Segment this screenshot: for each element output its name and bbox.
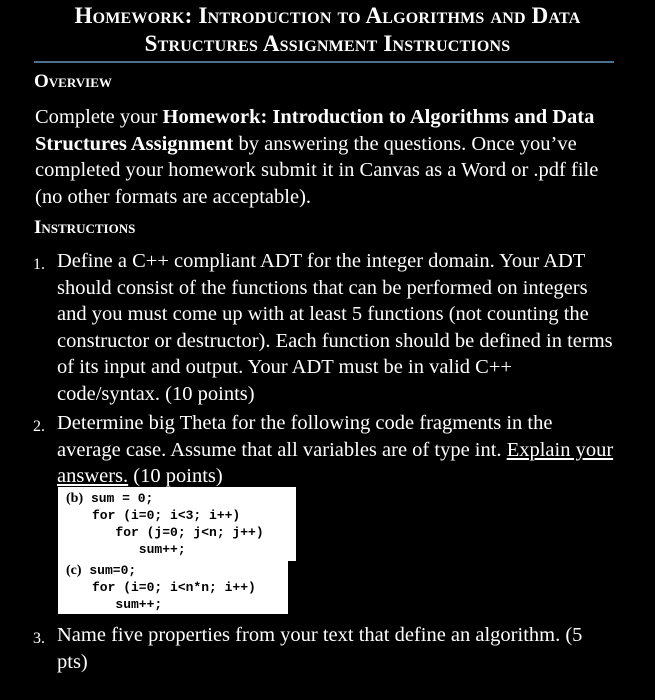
instructions-heading: Instructions (34, 217, 136, 238)
code-line: sum = 0; (90, 491, 154, 506)
code-line: sum++; (92, 597, 163, 612)
item-text: Name five properties from your text that define an algorithm. (5 pts) (57, 624, 583, 673)
title-line-1: Homework: Introduction to Algorithms and Data (74, 3, 581, 28)
code-c-label: (c) (66, 563, 82, 578)
code-fragment-c (58, 560, 288, 614)
item-number: 1. (33, 256, 45, 273)
overview-text-post: by answering the questions. Once you’ve completed your homework submit it in Canvas as a Word or .pdf file (no other formats are acceptable). (35, 132, 599, 208)
item-text: Determine big Theta for the following code fragments in the average case. Assume that all variables are of type int. (57, 412, 553, 461)
item-text-after: (10 points) (128, 465, 223, 487)
instruction-item-1 (33, 248, 618, 407)
item-text-underlined: Explain your answers. (57, 438, 614, 487)
code-line: for (i=0; i<n*n; i++) (92, 580, 256, 595)
item-number: 2. (33, 418, 45, 435)
code-fragment-b (58, 487, 296, 561)
code-line: for (j=0; j<n; j++) (92, 525, 264, 540)
overview-paragraph (35, 104, 620, 210)
title-line-2: Structures Assignment Instructions (144, 31, 511, 56)
title-divider (34, 61, 614, 63)
code-line: for (i=0; i<3; i++) (92, 508, 241, 523)
instruction-item-3 (33, 622, 618, 675)
code-line: sum=0; (89, 563, 137, 578)
code-line: sum++; (92, 542, 186, 557)
item-number: 3. (33, 630, 45, 647)
document-title (0, 2, 655, 58)
overview-text-pre: Complete your (35, 106, 163, 128)
code-b-label: (b) (66, 491, 84, 506)
overview-text-bold: Homework: Introduction to Algorithms and Data Structures Assignment (35, 106, 595, 155)
instruction-item-2 (33, 410, 618, 490)
item-text: Define a C++ compliant ADT for the integer domain. Your ADT should consist of the functions that can be performed on integers and you must come up with at least 5 functions (not counting the constructor or destructor). Each function should be defined in terms of its input and output. Your ADT must be in valid C++ code/syntax. (10 points) (57, 250, 613, 405)
overview-heading: Overview (34, 71, 112, 92)
